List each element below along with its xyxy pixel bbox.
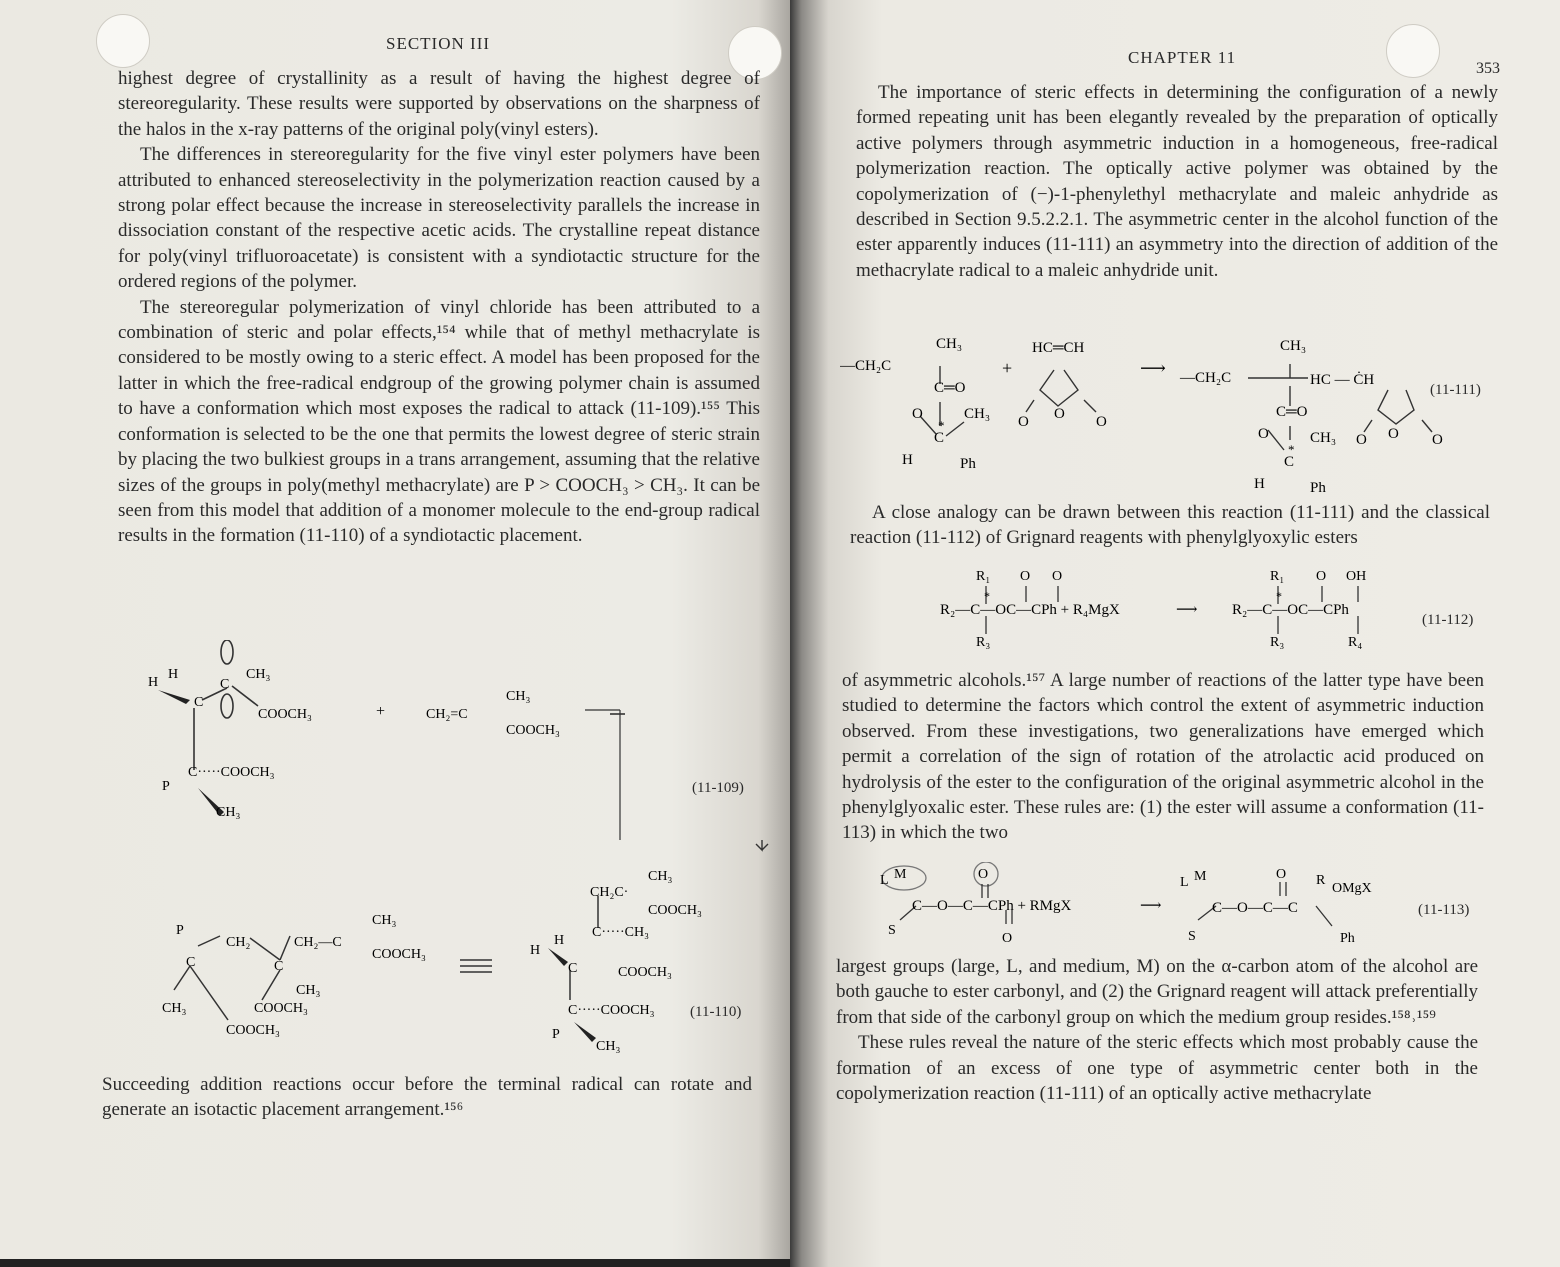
chem-label: ⟶ [1140, 898, 1162, 914]
chem-label: L [1180, 875, 1189, 890]
chem-label: R₁ [976, 569, 991, 584]
chem-label: C·····COOCH₃ [188, 765, 275, 780]
chem-label: P [162, 779, 170, 794]
chem-label: * [1288, 442, 1295, 457]
equation-number: (11-112) [1422, 612, 1474, 628]
chem-label: C═O [934, 380, 966, 396]
paragraph: largest groups (large, L, and medium, M) on the α-carbon atom of the alcohol are both gauche to ester carbonyl, and (2) the Grignard reagent will attack preferentially from that side of the carbonyl group on which the medium group resides.¹⁵⁸˒¹⁵⁹ [836, 956, 1478, 1028]
chem-label: S [888, 923, 896, 938]
chem-label: O [1276, 867, 1287, 882]
chem-label: O [978, 867, 989, 882]
chem-label: CH₂C· [590, 885, 629, 900]
chem-label: H [1254, 476, 1265, 492]
paragraph: A close analogy can be drawn between this reaction (11-111) and the classical reaction (11-112) of Grignard reagents with phenylglyoxylic esters [850, 502, 1490, 549]
chem-label: * [984, 589, 990, 603]
chem-label: P [176, 923, 184, 938]
chem-label: O [1020, 569, 1031, 584]
chem-label: C [568, 961, 578, 976]
chem-label: CH₃ [1280, 338, 1307, 354]
chem-label: S [1188, 929, 1196, 944]
chem-label: R₄ [1348, 635, 1363, 650]
equation-number: (11-109) [692, 780, 744, 796]
equation-number: (11-110) [690, 1004, 742, 1020]
chem-label: COOCH₃ [226, 1023, 280, 1038]
chem-label: C [934, 430, 945, 446]
chem-label: O [1356, 432, 1367, 448]
chem-label: CH₂ [226, 935, 251, 950]
paragraph: The differences in stereoregularity for the five vinyl ester polymers have been attributed to enhanced stereoselectivity in the polymerization reaction caused by a strong polar effect because the increase in stereoselectivity parallels the increase in dissociation constant of the respective acetic acids. The crystalline repeat distance for poly(vinyl trifluoroacetate) is consistent with a syndiotactic structure for the ordered regions of the polymer. [118, 144, 760, 293]
chem-label: ⟶ [1140, 358, 1166, 378]
chem-label: O [1054, 406, 1065, 422]
chem-label: M [894, 867, 907, 882]
scheme-11-111 [840, 326, 1540, 496]
chem-label: C [220, 677, 230, 692]
scheme-11-110 [150, 840, 770, 1060]
body-text-3 [842, 668, 1484, 846]
paragraph: The stereoregular polymerization of vinyl chloride has been attributed to a combination of steric and polar effects,¹⁵⁴ while that of methyl methacrylate is considered to be mostly owing to a steric effect. A model has been proposed for the latter in which the free-radical endgroup of the growing polymer chain is assumed to have a conformation which most exposes the radical to attack (11-109).¹⁵⁵ This conformation is selected to be the one that permits the lowest degree of steric strain by placing the two bulkiest groups in a trans arrangement, assuming that the relative sizes of the groups in poly(methyl methacrylate) are P > COOCH₃ > CH₃. It can be seen from this model that addition of a monomer molecule to the end-group radical results in the formation (11-110) of a syndiotactic placement. [118, 296, 760, 547]
binder-hole [96, 14, 150, 68]
section-header: SECTION III [386, 34, 491, 53]
chem-label: H [902, 452, 913, 468]
chem-label: R₂—C—OC—CPh [1232, 602, 1349, 618]
chem-label: CH₃ [596, 1039, 621, 1054]
paragraph: These rules reveal the nature of the steric effects which most probably cause the formation of an excess of one type of asymmetric center both in the copolymerization reaction (11-111) of an optically active methacrylate [836, 1032, 1478, 1105]
chem-label: H [148, 675, 159, 690]
chem-label: C [274, 959, 284, 974]
paragraph: highest degree of crystallinity as a result of having the highest degree of stereoregularity. These results were supported by observations on the sharpness of the halos in the x-ray patterns of the original poly(vinyl esters). [118, 68, 760, 140]
chem-label: H [168, 667, 179, 682]
chem-label: C—O—C—CPh + RMgX [912, 898, 1072, 914]
scheme-11-113 [880, 862, 1400, 952]
chem-label: O [1096, 414, 1107, 430]
chem-label: R₁ [1270, 569, 1285, 584]
chem-label: H [554, 933, 565, 948]
chem-label: CH₃ [1310, 430, 1337, 446]
chem-label: H [530, 943, 541, 958]
chem-label: C—O—C—C [1212, 900, 1298, 916]
chem-label: * [1276, 589, 1282, 603]
chem-label: O [1388, 426, 1399, 442]
chem-label: O [912, 406, 923, 422]
chem-label: R₃ [976, 635, 991, 650]
page-number: 353 [1476, 60, 1500, 77]
chem-label: HC═CH [1032, 340, 1085, 356]
chem-label: OH [1346, 569, 1367, 584]
chem-label: C·····COOCH₃ [568, 1003, 655, 1018]
chem-label: O [1052, 569, 1063, 584]
chem-label: O [1316, 569, 1327, 584]
body-text-top [118, 66, 760, 549]
chem-label: R [1316, 873, 1326, 888]
paragraph: The importance of steric effects in determining the configuration of a newly formed repeating unit has been elegantly revealed by the preparation of optically active polymers through asymmetric induction in a homogeneous, free-radical polymerization reaction. The optically active polymer was obtained by the copolymerization of (−)-1-phenylethyl methacrylate and maleic anhydride as described in Section 9.5.2.2.1. The asymmetric center in the alcohol function of the ester apparently induces (11-111) an asymmetry into the direction of addition of the methacrylate radical to a maleic anhydride unit. [856, 82, 1498, 281]
chem-label: + [376, 703, 386, 720]
chem-label: L [880, 873, 889, 888]
body-text-2 [850, 500, 1490, 551]
equation-number: (11-113) [1418, 902, 1470, 918]
scheme-11-109 [140, 640, 780, 840]
chem-label: CH₃ [936, 336, 963, 352]
chem-label: HC — ĊH [1310, 372, 1375, 388]
chem-label: Ph [1340, 931, 1355, 946]
body-text-4 [836, 954, 1478, 1106]
chem-label: COOCH₃ [506, 723, 560, 738]
scheme-11-112 [940, 560, 1400, 670]
chem-label: O [1002, 931, 1013, 946]
chem-label: CH₂—C [294, 935, 342, 950]
body-text-bottom [102, 1072, 752, 1123]
scan-edge [0, 1259, 790, 1267]
chem-label: COOCH₃ [372, 947, 426, 962]
body-text-1 [856, 80, 1498, 283]
chem-label: COOCH₃ [254, 1001, 308, 1016]
binder-hole [1386, 24, 1440, 78]
chem-label: R₃ [1270, 635, 1285, 650]
chem-label: M [1194, 869, 1207, 884]
chem-label: O [1432, 432, 1443, 448]
chem-label: Ph [1310, 480, 1326, 496]
chem-label: —CH₂C [1180, 370, 1232, 386]
chem-label: COOCH₃ [258, 707, 312, 722]
chem-label: C [194, 695, 204, 710]
chem-label: CH₃ [648, 869, 673, 884]
chem-label: CH₃ [506, 689, 531, 704]
equation-number: (11-111) [1430, 382, 1481, 398]
chem-label: R₂—C—OC—CPh + R₄MgX [940, 602, 1120, 618]
chem-label: —CH₂C [840, 358, 892, 374]
chem-label: COOCH₃ [618, 965, 672, 980]
chem-label: CH₂=C [426, 707, 468, 722]
chem-label: O [1258, 426, 1269, 442]
chem-label: CH₃ [372, 913, 397, 928]
paragraph: Succeeding addition reactions occur before the terminal radical can rotate and generate an isotactic placement arrangement.¹⁵⁶ [102, 1074, 752, 1121]
chapter-header: CHAPTER 11 [1128, 48, 1237, 67]
chem-label: CH₃ [162, 1001, 187, 1016]
paragraph: of asymmetric alcohols.¹⁵⁷ A large number of reactions of the latter type have been studied to determine the factors which control the extent of asymmetric induction observed. From these investigations, two generalizations have emerged which permit a correlation of the sign of rotation of the atrolactic acid produced on hydrolysis of the ester to the configuration of the original asymmetric alcohol in the phenylglyoxalic ester. These rules are: (1) the ester will assume a conformation (11-113) in which the two [842, 670, 1484, 844]
chem-label: C·····CH₃ [592, 925, 649, 940]
chem-label: * [938, 418, 945, 433]
chem-label: CH₃ [246, 667, 271, 682]
chem-label: ⟶ [1176, 602, 1198, 618]
chem-label: CH₃ [964, 406, 991, 422]
chem-label: C [1284, 454, 1295, 470]
right-page [790, 0, 1560, 1267]
chem-label: C═O [1276, 404, 1308, 420]
chem-label: Ph [960, 456, 976, 472]
chem-label: O [1018, 414, 1029, 430]
chem-label: OMgX [1332, 881, 1372, 896]
chem-label: COOCH₃ [648, 903, 702, 918]
chem-label: CH₃ [216, 805, 241, 820]
chem-label: CH₃ [296, 983, 321, 998]
chem-label: C [186, 955, 196, 970]
chem-label: + [1002, 358, 1013, 378]
chem-label: P [552, 1027, 560, 1042]
